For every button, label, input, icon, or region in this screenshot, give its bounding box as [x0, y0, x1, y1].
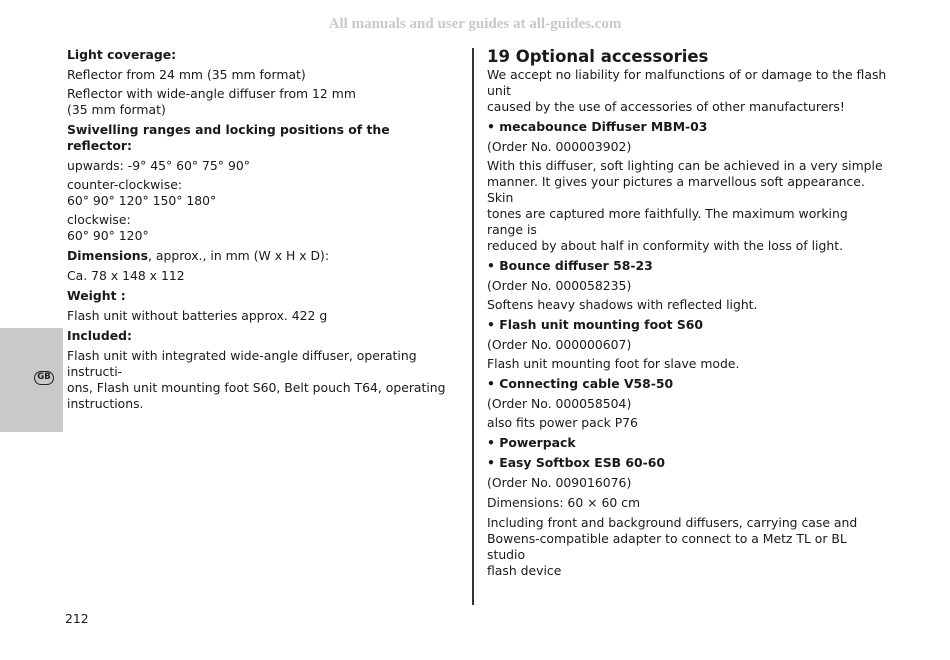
section-title: 19 Optional accessories — [487, 47, 709, 66]
accessory-order: (Order No. 009016076) — [487, 475, 632, 490]
dimensions-rest: , approx., in mm (W x H x D): — [148, 248, 330, 263]
weight-value: Flash unit without batteries approx. 422 g — [67, 308, 328, 323]
accessory-order: (Order No. 000000607) — [487, 337, 632, 352]
intro-line: caused by the use of accessories of other manufacturers! — [487, 99, 845, 114]
swivel-heading: Swivelling ranges and locking positions of the reflector: — [67, 122, 390, 153]
dimensions-bold: Dimensions — [67, 248, 148, 263]
dimensions-heading — [67, 248, 457, 264]
dimensions-value: Ca. 78 x 148 x 112 — [67, 268, 185, 283]
swivel-cw-label: clockwise: — [67, 212, 131, 227]
light-coverage-heading: Light coverage: — [67, 47, 177, 62]
accessory-desc: With this diffuser, soft lighting can be achieved in a very simple — [487, 158, 883, 173]
accessory-desc: Flash unit mounting foot for slave mode. — [487, 356, 740, 371]
accessory-title: • Bounce diffuser 58-23 — [487, 258, 653, 273]
accessory-order: (Order No. 000058504) — [487, 396, 632, 411]
accessory-title: • Powerpack — [487, 435, 576, 450]
accessory-desc: tones are captured more faithfully. The maximum working range is — [487, 206, 848, 237]
swivel-cw-values: 60° 90° 120° — [67, 228, 149, 243]
light-coverage-line: Reflector with wide-angle diffuser from 12 mm — [67, 86, 356, 101]
swivel-upwards: upwards: -9° 45° 60° 75° 90° — [67, 158, 250, 173]
left-column — [67, 47, 457, 412]
swivel-ccw-label: counter-clockwise: — [67, 177, 183, 192]
language-badge: GB — [34, 371, 54, 385]
included-line: Flash unit with integrated wide-angle diffuser, operating instructi- — [67, 348, 417, 379]
swivel-ccw-values: 60° 90° 120° 150° 180° — [67, 193, 217, 208]
light-coverage-line: Reflector from 24 mm (35 mm format) — [67, 67, 306, 82]
column-divider — [472, 48, 474, 605]
accessory-desc: Including front and background diffusers, carrying case and — [487, 515, 858, 530]
intro-line: We accept no liability for malfunctions of or damage to the flash unit — [487, 67, 887, 98]
accessory-desc: flash device — [487, 563, 562, 578]
watermark-text: All manuals and user guides at all-guides.com — [328, 16, 622, 32]
included-line: ons, Flash unit mounting foot S60, Belt pouch T64, operating — [67, 380, 446, 395]
accessory-desc: manner. It gives your pictures a marvellous soft appearance. Skin — [487, 174, 865, 205]
accessory-dimensions: Dimensions: 60 × 60 cm — [487, 495, 641, 510]
accessory-desc: Bowens-compatible adapter to connect to a Metz TL or BL studio — [487, 531, 847, 562]
accessory-order: (Order No. 000058235) — [487, 278, 632, 293]
included-line: instructions. — [67, 396, 144, 411]
included-heading: Included: — [67, 328, 132, 343]
weight-heading: Weight : — [67, 288, 126, 303]
accessory-desc: also fits power pack P76 — [487, 415, 638, 430]
right-column — [487, 47, 887, 579]
accessory-desc: Softens heavy shadows with reflected light. — [487, 297, 758, 312]
accessory-title: • Flash unit mounting foot S60 — [487, 317, 704, 332]
accessory-order: (Order No. 000003902) — [487, 139, 632, 154]
light-coverage-line: (35 mm format) — [67, 102, 166, 117]
accessory-title: • mecabounce Diffuser MBM-03 — [487, 119, 708, 134]
accessory-title: • Connecting cable V58-50 — [487, 376, 674, 391]
page-number: 212 — [65, 611, 89, 626]
accessory-title: • Easy Softbox ESB 60-60 — [487, 455, 666, 470]
accessory-desc: reduced by about half in conformity with the loss of light. — [487, 238, 844, 253]
